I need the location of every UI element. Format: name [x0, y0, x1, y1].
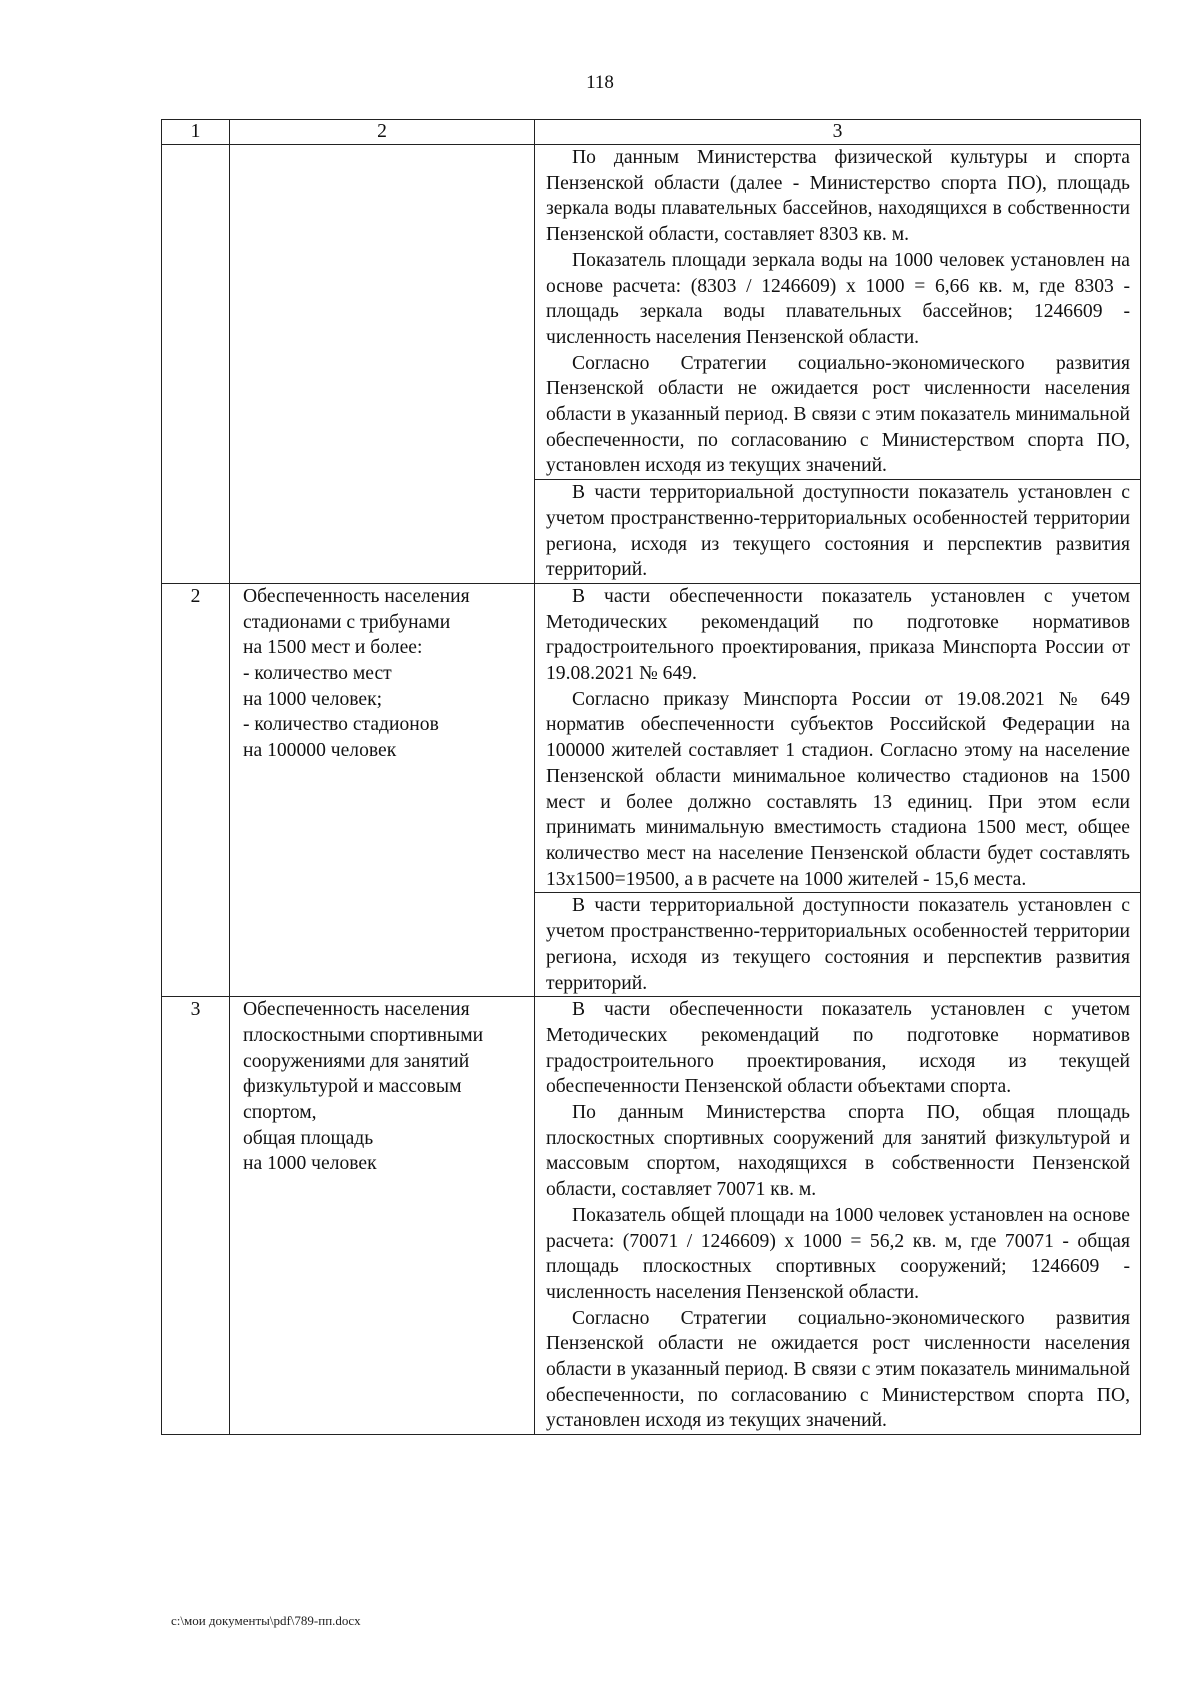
table-row	[162, 583, 1141, 892]
indicator-line: на 1000 человек	[243, 1153, 377, 1175]
justification-paragraph: Согласно Стратегии социально-экономического развития Пензенской области не ожидается рост численности населения области в указанный период. В связи с этим показатель минимальной обеспеченности, по согласованию с Министерством спорта ПО, установлен исходя из текущих значений.	[546, 352, 1130, 477]
indicator-line: - количество стадионов	[243, 714, 439, 736]
justification-paragraph: По данным Министерства спорта ПО, общая площадь плоскостных спортивных сооружений для занятий физкультурой и массовым спортом, находящихся в собственности Пензенской области, составляет 70071 кв. м.	[546, 1102, 1130, 1201]
justification-paragraph: В части территориальной доступности показатель установлен с учетом пространственно-территориальных особенностей территории региона, исходя из текущего состояния и перспектив развития территорий.	[546, 895, 1130, 994]
indicator-line: Обеспеченность населения	[243, 585, 470, 607]
file-path-footer: c:\мои документы\pdf\789-пп.docx	[171, 1613, 361, 1628]
justification-cell	[535, 893, 1141, 997]
indicator-line: стадионами с трибунами	[243, 611, 451, 633]
justification-cell	[535, 997, 1141, 1435]
header-cell-1: 1	[162, 120, 230, 145]
indicator-line: - количество мест	[243, 663, 392, 685]
header-cell-2: 2	[230, 120, 535, 145]
norms-table	[161, 119, 1141, 1435]
justification-cell	[535, 145, 1141, 480]
justification-cell	[535, 480, 1141, 584]
table-row	[162, 997, 1141, 1435]
justification-paragraph: Показатель общей площади на 1000 человек установлен на основе расчета: (70071 / 1246609) x 1000 = 56,2 кв. м, где 70071 - общая площадь плоскостных спортивных сооружений; 1246609 - численность населения Пензенской области.	[546, 1204, 1130, 1303]
row-number-cell: 2	[162, 583, 230, 996]
indicator-line: на 1500 мест и более:	[243, 637, 423, 659]
justification-paragraph: В части территориальной доступности показатель установлен с учетом пространственно-территориальных особенностей территории региона, исходя из текущего состояния и перспектив развития территорий.	[546, 482, 1130, 581]
indicator-line: спортом,	[243, 1102, 317, 1124]
justification-paragraph: Согласно Стратегии социально-экономического развития Пензенской области не ожидается рост численности населения области в указанный период. В связи с этим показатель минимальной обеспеченности, по согласованию с Министерством спорта ПО, установлен исходя из текущих значений.	[546, 1307, 1130, 1432]
indicator-cell	[230, 583, 535, 996]
justification-paragraph: Согласно приказу Минспорта России от 19.08.2021 № 649 норматив обеспеченности субъектов Российской Федерации на 100000 жителей составляет 1 стадион. Согласно этому на население Пензенской области минимальное количество стадионов на 1500 мест и более должно составлять 13 единиц. При этом если принимать минимальную вместимость стадиона 1500 мест, общее количество мест на население Пензенской области будет составлять 13x1500=19500, а в расчете на 1000 жителей - 15,6 места.	[546, 688, 1130, 890]
indicator-line: общая площадь	[243, 1127, 374, 1149]
indicator-line: сооружениями для занятий	[243, 1050, 470, 1072]
row-number-cell	[162, 145, 230, 584]
indicator-cell	[230, 145, 535, 584]
indicator-line: на 100000 человек	[243, 740, 397, 762]
table-row	[162, 145, 1141, 480]
indicator-cell	[230, 997, 535, 1435]
indicator-line: плоскостными спортивными	[243, 1024, 484, 1046]
justification-cell	[535, 583, 1141, 892]
row-number-cell: 3	[162, 997, 230, 1435]
indicator-line: на 1000 человек;	[243, 688, 383, 710]
justification-paragraph: В части обеспеченности показатель установлен с учетом Методических рекомендаций по подготовке нормативов градостроительного проектирования, приказа Минспорта России от 19.08.2021 № 649.	[546, 585, 1130, 685]
header-cell-3: 3	[535, 120, 1141, 145]
justification-paragraph: По данным Министерства физической культуры и спорта Пензенской области (далее - Министерство спорта ПО), площадь зеркала воды плавательных бассейнов, находящихся в собственности Пензенской области, составляет 8303 кв. м.	[546, 147, 1130, 246]
indicator-line: физкультурой и массовым	[243, 1076, 462, 1098]
table-header-row	[162, 120, 1141, 145]
page-number: 118	[586, 72, 614, 93]
justification-paragraph: Показатель площади зеркала воды на 1000 человек установлен на основе расчета: (8303 / 1246609) x 1000 = 6,66 кв. м, где 8303 - площадь зеркала воды плавательных бассейнов; 1246609 - численность населения Пензенской области.	[546, 249, 1130, 348]
indicator-line: Обеспеченность населения	[243, 999, 470, 1021]
justification-paragraph: В части обеспеченности показатель установлен с учетом Методических рекомендаций по подготовке нормативов градостроительного проектирования, исходя из текущей обеспеченности Пензенской области объектами спорта.	[546, 999, 1130, 1098]
